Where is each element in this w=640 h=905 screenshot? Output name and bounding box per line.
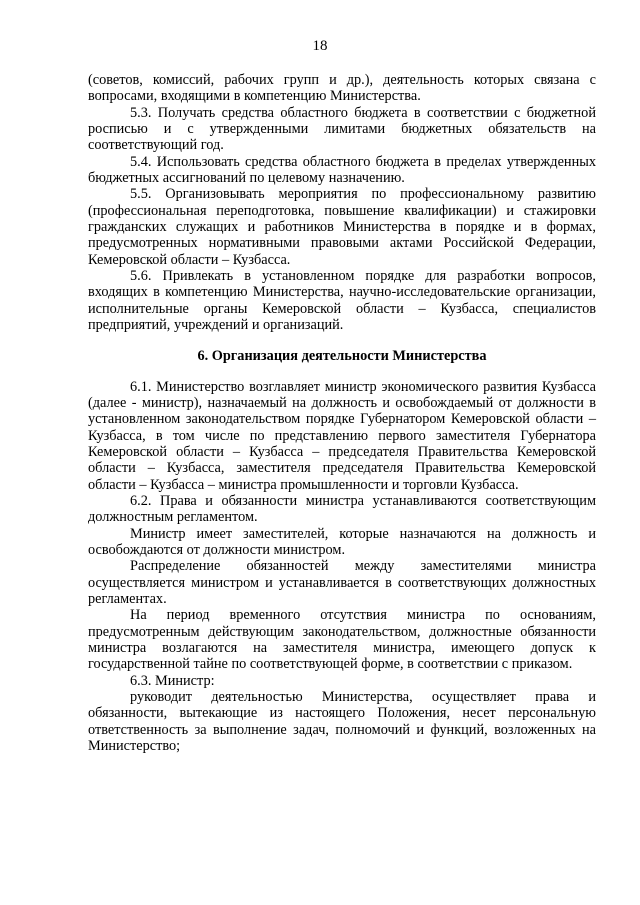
paragraph-continuation: (советов, комиссий, рабочих групп и др.), деятельность которых связана с вопросами, входящими в компетенцию Министерства.: [88, 72, 596, 105]
paragraph-5-4: 5.4. Использовать средства областного бюджета в пределах утвержденных бюджетных ассигнований по целевому назначению.: [88, 153, 596, 187]
paragraph-5-6: 5.6. Привлекать в установленном порядке для разработки вопросов, входящих в компетенцию Министерства, научно-исследовательские организации, исполнительные органы Кемеровской области – Кузбасса, специалистов предприятий, учреждений и организаций.: [88, 268, 596, 334]
page-number: 18: [312, 38, 328, 54]
paragraph-5-3: 5.3. Получать средства областного бюджета в соответствии с бюджетной росписью и с утвержденными лимитами бюджетных обязательств на соответствующий год.: [88, 104, 596, 154]
paragraph-absence: На период временного отсутствия министра по основаниям, предусмотренным действующим законодательством, должностные обязанности министра возлагаются на заместителя министра, имеющего допуск к государственной тайне по соответствующей форме, в соответствии с приказом.: [88, 607, 596, 673]
section-heading: 6. Организация деятельности Министерства: [197, 347, 487, 364]
paragraph-6-3: 6.3. Министр:: [130, 672, 215, 689]
paragraph-manages: руководит деятельностью Министерства, осуществляет права и обязанности, вытекающие из настоящего Положения, несет персональную ответственность за выполнение задач, полномочий и функций, возложенных на Министерство;: [88, 689, 596, 755]
document-body: [88, 72, 596, 754]
paragraph-5-5: 5.5. Организовывать мероприятия по профессиональному развитию (профессиональная переподготовка, повышение квалификации) и стажировки гражданских служащих и работников Министерства в порядке и в формах, предусмотренных нормативными правовыми актами Российской Федерации, Кемеровской области – Кузбасса.: [88, 186, 596, 268]
paragraph-6-2: 6.2. Права и обязанности министра устанавливаются соответствующим должностным регламентом.: [88, 492, 596, 526]
paragraph-6-1: 6.1. Министерство возглавляет министр экономического развития Кузбасса (далее - министр), назначаемый на должность и освобождаемый от должности в установленном законодательством порядке Губернатором Кемеровской области – Кузбасса, в том числе по представлению первого заместителя Губернатора Кемеровской области – Кузбасса – председателя Правительства Кемеровской области – Кузбасса, заместителя председателя Правительства Кемеровской области – Кузбасса – министра промышленности и торговли Кузбасса.: [88, 378, 596, 493]
paragraph-distribution: Распределение обязанностей между заместителями министра осуществляется министром и устанавливается в соответствующих должностных регламентах.: [88, 558, 596, 607]
paragraph-deputies: Министр имеет заместителей, которые назначаются на должность и освобождаются от должности министром.: [88, 525, 596, 558]
